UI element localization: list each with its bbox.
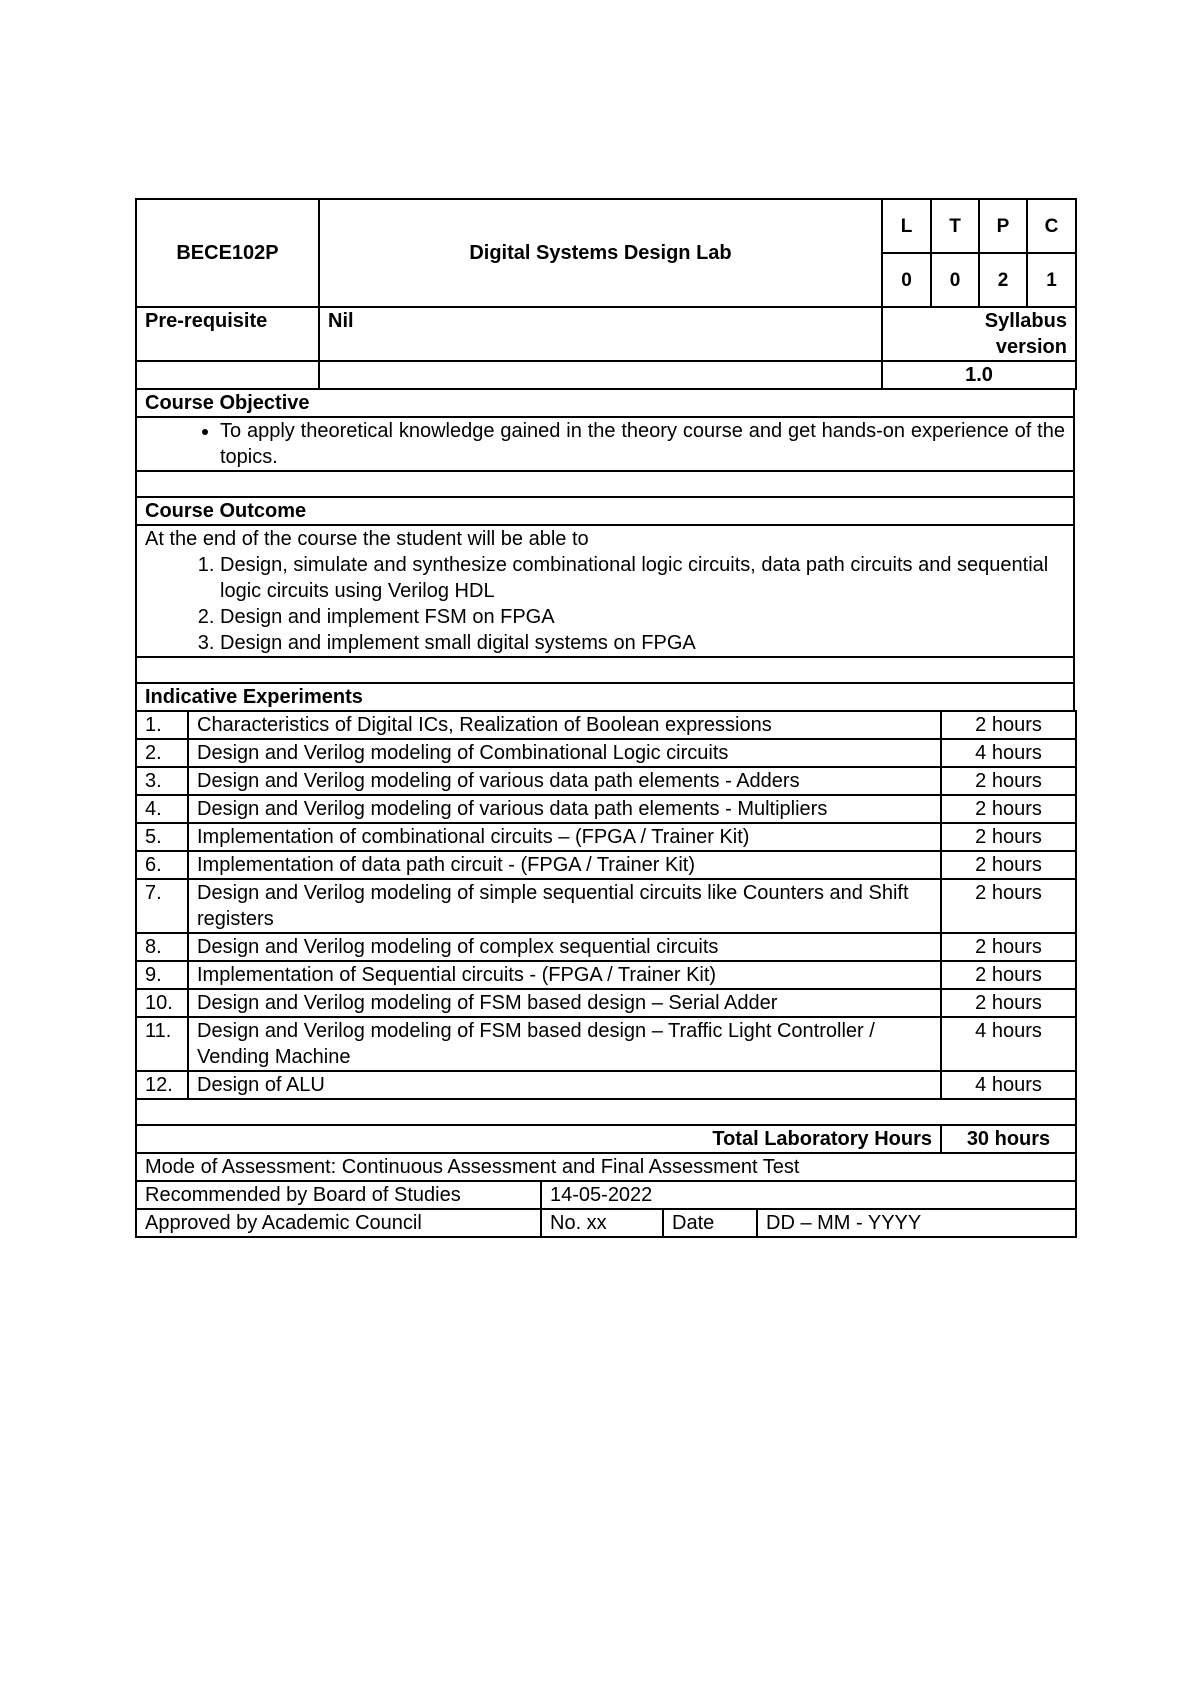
blank-row: [136, 471, 1074, 497]
course-header-table: [135, 198, 1077, 390]
experiment-number: 9.: [136, 961, 188, 989]
syllabus-version-label: Syllabus version: [882, 307, 1076, 361]
experiment-hours: 2 hours: [941, 823, 1076, 851]
ltpc-value-p: 2: [979, 253, 1027, 306]
experiments-table: [135, 710, 1077, 1100]
ltpc-grid: [882, 199, 1076, 307]
course-outcome-body: [136, 525, 1074, 657]
experiment-hours: 2 hours: [941, 989, 1076, 1017]
experiment-row: [136, 1017, 1076, 1071]
recommended-date: 14-05-2022: [541, 1181, 1076, 1209]
prerequisite-label: Pre-requisite: [136, 307, 319, 361]
indicative-experiments-heading: Indicative Experiments: [136, 683, 1074, 711]
experiment-number: 12.: [136, 1071, 188, 1099]
ltpc-header-l: L: [883, 200, 931, 253]
course-outcome-heading: Course Outcome: [136, 497, 1074, 525]
assessment-table: [135, 1152, 1077, 1238]
experiment-number: 2.: [136, 739, 188, 767]
course-objective-body: [136, 417, 1074, 471]
course-code: BECE102P: [136, 199, 319, 307]
empty-cell: [136, 361, 319, 389]
totals-table: [135, 1098, 1077, 1154]
experiment-hours: 2 hours: [941, 879, 1076, 933]
experiment-number: 7.: [136, 879, 188, 933]
experiment-row: [136, 795, 1076, 823]
course-title: Digital Systems Design Lab: [319, 199, 882, 307]
ltpc-header-p: P: [979, 200, 1027, 253]
experiment-hours: 4 hours: [941, 1017, 1076, 1071]
experiment-row: [136, 961, 1076, 989]
recommended-by-label: Recommended by Board of Studies: [136, 1181, 541, 1209]
experiment-row: [136, 1071, 1076, 1099]
experiment-title: Design of ALU: [188, 1071, 941, 1099]
experiment-hours: 4 hours: [941, 739, 1076, 767]
experiment-number: 10.: [136, 989, 188, 1017]
objective-outcome-table: [135, 388, 1075, 712]
experiment-hours: 2 hours: [941, 851, 1076, 879]
experiment-title: Design and Verilog modeling of Combinational Logic circuits: [188, 739, 941, 767]
outcome-item: 1. Design, simulate and synthesize combinational logic circuits, data path circuits and sequential logic circuits using Verilog HDL: [220, 552, 1065, 604]
outcome-item: 2. Design and implement FSM on FPGA: [220, 604, 1065, 630]
experiment-title: Implementation of data path circuit - (FPGA / Trainer Kit): [188, 851, 941, 879]
experiment-title: Design and Verilog modeling of various data path elements - Adders: [188, 767, 941, 795]
ltpc-header-c: C: [1027, 200, 1075, 253]
experiment-hours: 2 hours: [941, 961, 1076, 989]
experiment-row: [136, 739, 1076, 767]
total-hours-value: 30 hours: [941, 1125, 1076, 1153]
experiment-row: [136, 879, 1076, 933]
syllabus-sheet: [135, 198, 1075, 1238]
blank-row: [136, 1099, 1076, 1125]
experiment-title: Implementation of combinational circuits – (FPGA / Trainer Kit): [188, 823, 941, 851]
experiment-row: [136, 989, 1076, 1017]
experiment-title: Design and Verilog modeling of various data path elements - Multipliers: [188, 795, 941, 823]
experiment-title: Characteristics of Digital ICs, Realization of Boolean expressions: [188, 711, 941, 739]
ltpc-value-c: 1: [1027, 253, 1075, 306]
approved-by-label: Approved by Academic Council: [136, 1209, 541, 1237]
experiment-title: Design and Verilog modeling of FSM based design – Traffic Light Controller / Vending Machine: [188, 1017, 941, 1071]
experiment-hours: 2 hours: [941, 795, 1076, 823]
experiment-row: [136, 711, 1076, 739]
blank-row: [136, 657, 1074, 683]
experiment-row: [136, 851, 1076, 879]
experiment-title: Design and Verilog modeling of simple sequential circuits like Counters and Shift registers: [188, 879, 941, 933]
experiment-row: [136, 767, 1076, 795]
outcome-intro: At the end of the course the student will be able to: [145, 528, 589, 550]
experiment-number: 4.: [136, 795, 188, 823]
experiment-hours: 2 hours: [941, 933, 1076, 961]
objective-item: • To apply theoretical knowledge gained in the theory course and get hands-on experience of the topics.: [220, 418, 1065, 470]
ltpc-header-t: T: [931, 200, 979, 253]
experiment-hours: 2 hours: [941, 711, 1076, 739]
experiment-row: [136, 933, 1076, 961]
experiment-row: [136, 823, 1076, 851]
experiment-number: 1.: [136, 711, 188, 739]
approved-number: No. xx: [541, 1209, 663, 1237]
experiment-number: 8.: [136, 933, 188, 961]
experiment-number: 3.: [136, 767, 188, 795]
experiment-title: Design and Verilog modeling of FSM based design – Serial Adder: [188, 989, 941, 1017]
experiment-hours: 2 hours: [941, 767, 1076, 795]
experiment-hours: 4 hours: [941, 1071, 1076, 1099]
prerequisite-value: Nil: [319, 307, 882, 361]
experiment-number: 5.: [136, 823, 188, 851]
experiment-title: Design and Verilog modeling of complex sequential circuits: [188, 933, 941, 961]
ltpc-value-t: 0: [931, 253, 979, 306]
syllabus-version-value: 1.0: [882, 361, 1076, 389]
empty-cell: [319, 361, 882, 389]
experiment-title: Implementation of Sequential circuits - (FPGA / Trainer Kit): [188, 961, 941, 989]
assessment-mode: Mode of Assessment: Continuous Assessment and Final Assessment Test: [136, 1153, 1076, 1181]
outcome-item: 3. Design and implement small digital systems on FPGA: [220, 630, 1065, 656]
ltpc-value-l: 0: [883, 253, 931, 306]
total-hours-label: Total Laboratory Hours: [136, 1125, 941, 1153]
approved-date-label: Date: [663, 1209, 757, 1237]
course-objective-heading: Course Objective: [136, 389, 1074, 417]
experiment-number: 11.: [136, 1017, 188, 1071]
approved-date-value: DD – MM - YYYY: [757, 1209, 1076, 1237]
experiment-number: 6.: [136, 851, 188, 879]
